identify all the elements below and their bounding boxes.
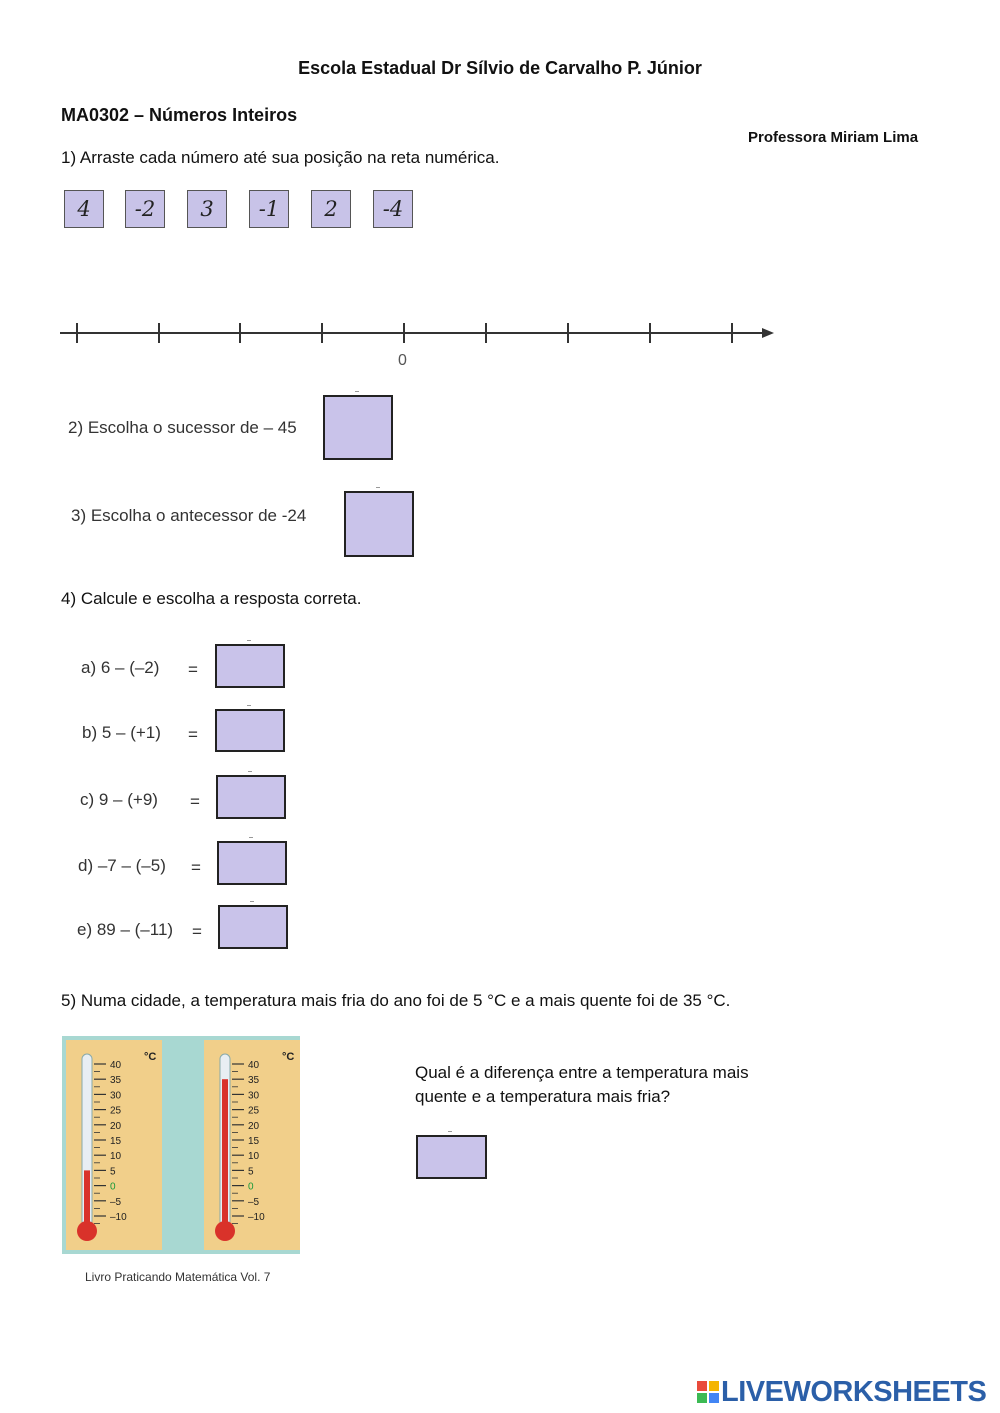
scale-label: –10	[248, 1212, 265, 1223]
drag-tile[interactable]: 3	[187, 190, 227, 228]
liveworksheets-logo	[697, 1376, 986, 1409]
scale-label: 15	[248, 1136, 260, 1147]
equals-sign: =	[191, 858, 201, 877]
thermometer-mercury	[84, 1170, 90, 1226]
zero-label: 0	[398, 352, 407, 369]
unit-label: °C	[282, 1051, 295, 1063]
drag-tile[interactable]: -4	[373, 190, 413, 228]
thermometers-illustration	[62, 1036, 300, 1254]
expression-c: c) 9 – (+9)	[80, 790, 158, 809]
scale-label: 5	[248, 1166, 254, 1178]
liveworksheets-icon	[697, 1381, 719, 1403]
drag-tile[interactable]: -2	[125, 190, 165, 228]
expression-a: a) 6 – (–2)	[81, 658, 160, 677]
answer-box-d[interactable]	[217, 841, 287, 885]
scale-label: 35	[248, 1075, 260, 1087]
scale-label: 5	[110, 1166, 116, 1178]
equals-sign: =	[188, 725, 198, 744]
scale-label: 35	[110, 1075, 122, 1087]
answer-box-b[interactable]	[215, 709, 285, 752]
scale-label: 25	[248, 1105, 260, 1117]
drag-tile[interactable]: 2	[311, 190, 351, 228]
teacher-name: Professora Miriam Lima	[748, 129, 919, 146]
expression-b: b) 5 – (+1)	[82, 723, 161, 742]
scale-label: –5	[110, 1196, 122, 1208]
answer-box-a[interactable]	[215, 644, 285, 688]
scale-label: 30	[110, 1090, 122, 1102]
scale-label: 30	[248, 1090, 260, 1102]
equals-sign: =	[192, 922, 202, 941]
question-3-prompt: 3) Escolha o antecessor de -24	[71, 506, 307, 525]
thermometers-image	[62, 1036, 300, 1254]
brand-name: LIVEWORKSHEETS	[721, 1376, 987, 1408]
equals-sign: =	[190, 792, 200, 811]
question-1-prompt: 1) Arraste cada número até sua posição na reta numérica.	[61, 148, 500, 167]
expression-d: d) –7 – (–5)	[78, 856, 166, 875]
answer-box-e[interactable]	[218, 905, 288, 949]
unit-label: °C	[144, 1051, 157, 1063]
scale-label: 40	[110, 1060, 122, 1071]
number-line-arrow	[762, 328, 774, 338]
image-caption: Livro Praticando Matemática Vol. 7	[85, 1270, 271, 1284]
scale-label: 0	[110, 1181, 116, 1193]
thermometer-mercury	[222, 1079, 228, 1226]
drag-tile[interactable]: 4	[64, 190, 104, 228]
answer-box-q5[interactable]	[416, 1135, 487, 1179]
scale-label: 25	[110, 1105, 122, 1117]
answer-box-q3[interactable]	[344, 491, 414, 557]
answer-box-c[interactable]	[216, 775, 286, 819]
scale-label: 20	[110, 1120, 122, 1132]
question-5-subquestion: Qual é a diferença entre a temperatura mais quente e a temperatura mais fria?	[415, 1063, 749, 1106]
question-2-prompt: 2) Escolha o sucessor de – 45	[68, 418, 297, 437]
answer-box-q2[interactable]	[323, 395, 393, 460]
school-name: Escola Estadual Dr Sílvio de Carvalho P. Júnior	[298, 58, 702, 78]
question-4-prompt: 4) Calcule e escolha a resposta correta.	[61, 589, 362, 608]
question-5-prompt: 5) Numa cidade, a temperatura mais fria do ano foi de 5 °C e a mais quente foi de 35 °C.	[61, 991, 731, 1010]
scale-label: 10	[248, 1151, 260, 1163]
scale-label: 40	[248, 1060, 260, 1071]
expression-e: e) 89 – (–11)	[77, 920, 174, 939]
scale-label: 20	[248, 1120, 260, 1132]
scale-label: –10	[110, 1212, 127, 1223]
scale-label: 10	[110, 1151, 122, 1163]
scale-label: 15	[110, 1136, 122, 1147]
equals-sign: =	[188, 660, 198, 679]
scale-label: –5	[248, 1196, 260, 1208]
number-line	[58, 318, 782, 348]
worksheet-title: MA0302 – Números Inteiros	[61, 105, 298, 125]
drag-tile[interactable]: -1	[249, 190, 289, 228]
scale-label: 0	[248, 1181, 254, 1193]
